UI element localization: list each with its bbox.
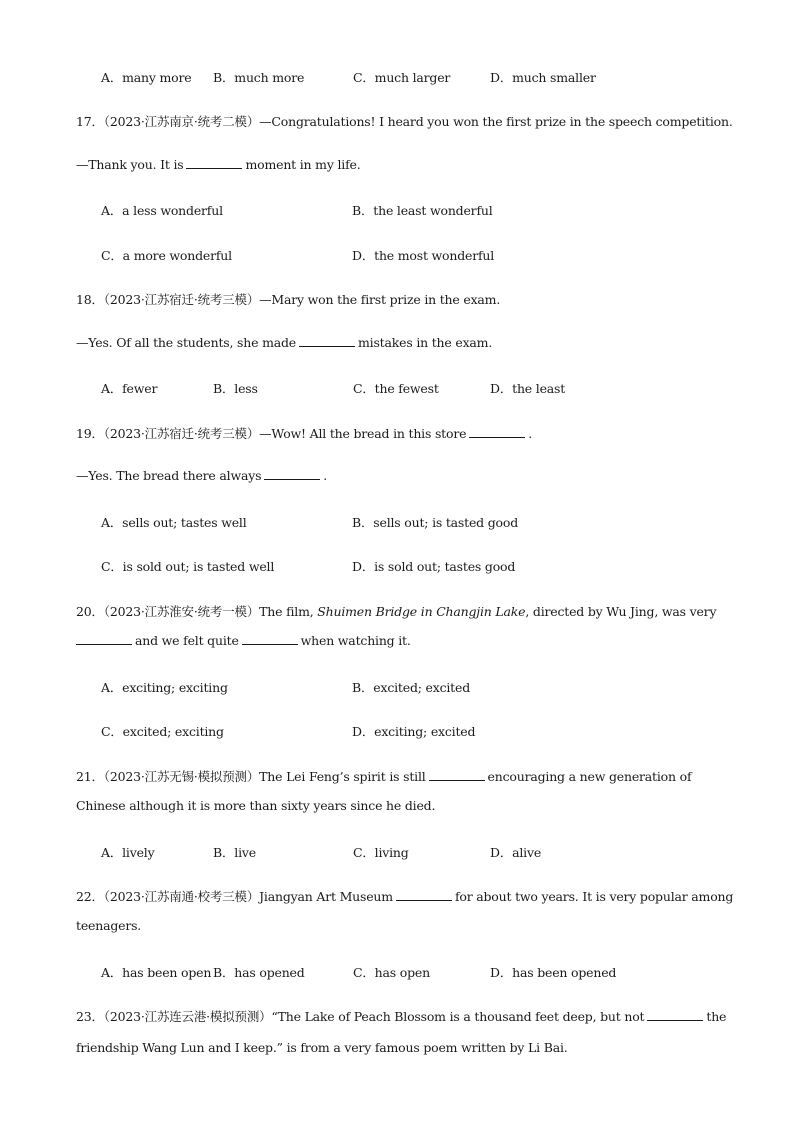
option-c: C．the fewest [353,381,439,396]
question-stem [76,1007,726,1025]
option-d: D．the least [490,381,566,396]
option-d: D．alive [490,845,542,860]
dialogue-text: mistakes in the exam. [358,335,493,350]
question-dialogue [76,468,327,483]
option-d: D．exciting; excited [352,724,476,739]
answer-blank [264,478,320,480]
option-a: A．has been open [101,965,212,980]
option-a: A．sells out; tastes well [101,515,247,530]
option-a: A．fewer [101,381,158,396]
stem-text: the [706,1009,727,1024]
stem-text: . [528,426,533,441]
stem-text: 21．（2023·江苏无锡·模拟预测）The Lei Feng’s spirit is still [76,769,426,784]
option-a: A．lively [101,845,155,860]
option-b: B．much more [213,70,305,85]
dialogue-text: moment in my life. [245,157,361,172]
stem-text: 19．（2023·江苏宿迁·统考三模）—Wow! All the bread in this store [76,426,467,441]
dialogue-text: —Yes. The bread there always [76,468,262,483]
option-c: C．excited; exciting [101,724,224,739]
option-b: B．excited; excited [352,680,471,695]
option-c: C．has open [353,965,430,980]
stem-text: 23．（2023·江苏连云港·模拟预测）“The Lake of Peach Blossom is a thousand feet deep, but not [76,1009,645,1024]
option-a: A．many more [101,70,192,85]
option-c: C．is sold out; is tasted well [101,559,275,574]
option-a: A．a less wonderful [101,203,223,218]
option-b: B．has opened [213,965,305,980]
dialogue-text: —Thank you. It is [76,157,184,172]
stem-text: when watching it. [300,633,411,648]
option-b: B．the least wonderful [352,203,493,218]
option-c: C．much larger [353,70,451,85]
question-stem: 17．（2023·江苏南京·统考二模）—Congratulations! I heard you won the first prize in the speech competition. [76,114,733,129]
answer-blank [469,436,525,438]
question-stem-continued: friendship Wang Lun and I keep.” is from a very famous poem written by Li Bai. [76,1040,568,1055]
question-stem-continued: Chinese although it is more than sixty years since he died. [76,798,436,813]
stem-text: for about two years. It is very popular among [454,889,734,904]
question-stem: 18．（2023·江苏宿迁·统考三模）—Mary won the first prize in the exam. [76,292,501,307]
question-stem [76,767,691,785]
answer-blank [299,345,355,347]
option-d: D．has been opened [490,965,617,980]
question-dialogue [76,335,492,350]
stem-text: 20．（2023·江苏淮安·统考一模）The film, [76,604,318,619]
stem-text: encouraging a new generation of [487,769,692,784]
option-c: C．a more wonderful [101,248,232,263]
answer-blank [429,779,485,781]
stem-text: and we felt quite [135,633,239,648]
answer-blank [76,643,132,645]
answer-blank [647,1019,703,1021]
option-d: D．the most wonderful [352,248,495,263]
option-b: B．sells out; is tasted good [352,515,518,530]
option-d: D．much smaller [490,70,596,85]
question-stem [76,602,716,620]
question-stem [76,424,532,442]
question-stem-continued [76,633,411,648]
answer-blank [186,167,242,169]
option-c: C．living [353,845,409,860]
stem-text: 22．（2023·江苏南通·校考三模）Jiangyan Art Museum [76,889,393,904]
question-dialogue [76,157,360,172]
option-b: B．live [213,845,256,860]
question-stem [76,887,733,905]
dialogue-text: . [323,468,328,483]
question-stem-continued: teenagers. [76,918,142,933]
answer-blank [242,643,298,645]
answer-blank [396,899,452,901]
option-b: B．less [213,381,258,396]
option-a: A．exciting; exciting [101,680,228,695]
stem-text: , directed by Wu Jing, was very [525,604,717,619]
dialogue-text: —Yes. Of all the students, she made [76,335,297,350]
film-title: Shuimen Bridge in Changjin Lake [317,604,526,619]
option-d: D．is sold out; tastes good [352,559,516,574]
